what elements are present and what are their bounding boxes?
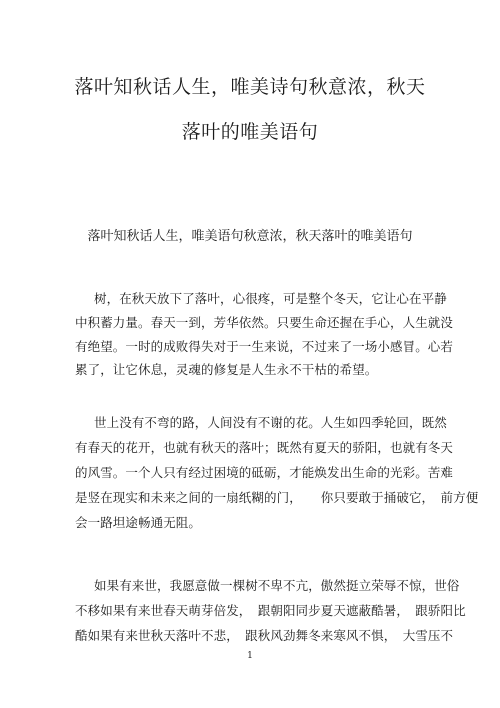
paragraph-3-line-1: 如果有来世，我愿意做一棵树不卑不亢，傲然挺立荣辱不惊，世俗	[94, 578, 460, 593]
page-number: 1	[247, 651, 253, 661]
document-subtitle: 落叶知秋话人生，唯美语句秋意浓，秋天落叶的唯美语句	[87, 229, 413, 244]
document-title-line-1: 落叶知秋话人生，唯美诗句秋意浓，秋天	[74, 76, 426, 98]
paragraph-1-line-4: 累了，让它休息，灵魂的修复是人生永不干枯的希望。	[75, 362, 378, 377]
paragraph-2-line-3: 的风雪。一个人只有经过困境的砥砺，才能焕发出生命的光彩。苦难	[75, 465, 454, 480]
paragraph-2-line-1: 世上没有不弯的路，人间没有不谢的花。人生如四季轮回，既然	[94, 415, 447, 430]
paragraph-1-line-2: 中积蓄力量。春天一到，芳华依然。只要生命还握在手心，人生就没	[75, 315, 454, 330]
paragraph-2-line-4: 是竖在现实和未来之间的一扇纸糊的门， 你只要敢于捅破它， 前方便	[75, 490, 479, 505]
paragraph-2-line-2: 有春天的花开，也就有秋天的落叶；既然有夏天的骄阳，也就有冬天	[75, 440, 454, 455]
paragraph-1-line-3: 有绝望。一时的成败得失对于一生来说，不过来了一场小感冒。心若	[75, 339, 454, 354]
paragraph-2-line-5: 会一路坦途畅通无阻。	[75, 515, 202, 530]
paragraph-3-line-2: 不移如果有来世春天萌芽倍发， 跟朝阳同步夏天遮蔽酷暑， 跟骄阳比	[75, 603, 466, 618]
document-title-line-2: 落叶的唯美语句	[181, 121, 319, 143]
paragraph-1-line-1: 树，在秋天放下了落叶，心很疼，可是整个冬天，它让心在平静	[94, 291, 447, 306]
paragraph-3-line-3: 酷如果有来世秋天落叶不悲， 跟秋风劲舞冬来寒风不惧， 大雪压不	[75, 628, 454, 643]
